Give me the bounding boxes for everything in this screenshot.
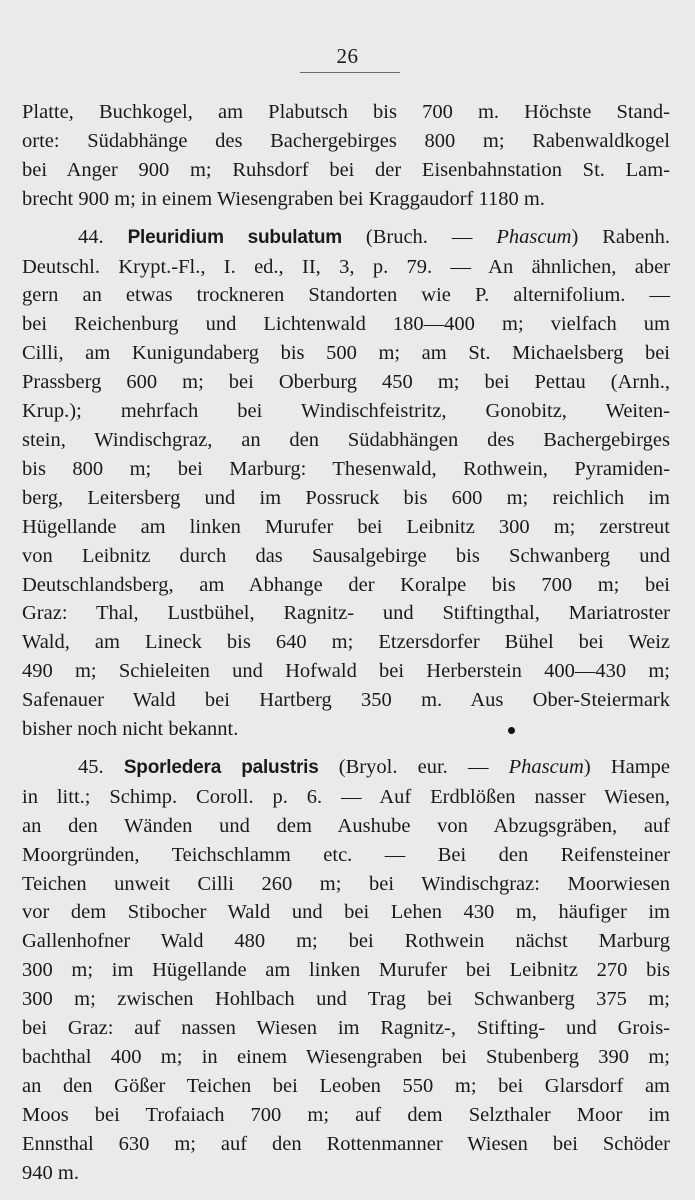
text-line: Cilli, am Kunigundaberg bis 500 m; am St. Michaelsberg bei [22, 342, 670, 365]
text-line: vor dem Stibocher Wald und bei Lehen 430 m, häufiger im [22, 901, 670, 924]
text-line: orte: Südabhänge des Bachergebirges 800 m; Rabenwaldkogel [22, 129, 670, 152]
text-line: an den Wänden und dem Aushube von Abzugsgräben, auf [22, 814, 670, 837]
citation-end: ) Hampe [583, 755, 671, 778]
text-line: Ennsthal 630 m; auf den Rottenmanner Wiesen bei Schöder [22, 1132, 670, 1155]
text-line: Moorgründen, Teichschlamm etc. — Bei den Reifensteiner [22, 843, 670, 866]
text-line: brecht 900 m; in einem Wiesengraben bei Kraggaudorf 1180 m. [22, 187, 545, 210]
text-line: Gallenhofner Wald 480 m; bei Rothwein nächst Marburg [22, 930, 670, 953]
entry-heading-line [22, 223, 670, 253]
citation-start: (Bruch. — [365, 225, 497, 248]
text-line: bei Anger 900 m; Ruhsdorf bei der Eisenbahnstation St. Lam- [22, 158, 670, 181]
synonym-genus: Phascum [496, 225, 572, 248]
text-line: berg, Leitersberg und im Possruck bis 600 m; reichlich im [22, 486, 670, 509]
citation-end: ) Rabenh. [571, 225, 671, 248]
text-line: an den Gößer Teichen bei Leoben 550 m; bei Glarsdorf am [22, 1074, 670, 1097]
page-number: 26 [336, 44, 359, 68]
text-line: Deutschl. Krypt.-Fl., I. ed., II, 3, p. 79. — An ähnlichen, aber [22, 255, 670, 278]
text-line: Platte, Buchkogel, am Plabutsch bis 700 m. Höchste Stand- [22, 101, 670, 123]
entry-number: 45. [78, 755, 104, 778]
text-line: 300 m; zwischen Hohlbach und Trag bei Schwanberg 375 m; [22, 988, 670, 1011]
text-line: Teichen unweit Cilli 260 m; bei Windischgraz: Moorwiesen [22, 872, 670, 895]
entry-45 [22, 753, 670, 1188]
text-line: bei Graz: auf nassen Wiesen im Ragnitz-, Stifting- und Grois- [22, 1017, 670, 1040]
text-line: gern an etwas trockneren Standorten wie P. alternifolium. — [22, 284, 670, 307]
text-line-final [22, 715, 670, 744]
text-line: 940 m. [22, 1161, 79, 1184]
text-line: Graz: Thal, Lustbühel, Ragnitz- und Stiftingthal, Mariatroster [22, 602, 670, 625]
printer-dot [508, 727, 515, 734]
text-line: in litt.; Schimp. Coroll. p. 6. — Auf Erdblößen nasser Wiesen, [22, 785, 670, 808]
text-line: 300 m; im Hügellande am linken Murufer bei Leibnitz 270 bis [22, 959, 670, 982]
text-line: Prassberg 600 m; bei Oberburg 450 m; bei Pettau (Arnh., [22, 371, 670, 394]
citation-start: (Bryol. eur. — [338, 755, 509, 778]
text-line: Krup.); mehrfach bei Windischfeistritz, Gonobitz, Weiten- [22, 400, 670, 423]
text-line: Wald, am Lineck bis 640 m; Etzersdorfer Bühel bei Weiz [22, 631, 670, 654]
header-rule [300, 72, 400, 73]
text-column [22, 98, 670, 1188]
entry-number: 44. [78, 225, 104, 248]
species-name: Sporledera palustris [123, 756, 319, 778]
text-line: Moos bei Trofaiach 700 m; auf dem Selzthaler Moor im [22, 1103, 670, 1126]
entry-44 [22, 223, 670, 744]
paragraph-continuation [22, 98, 670, 214]
text-line: 490 m; Schieleiten und Hofwald bei Herberstein 400—430 m; [22, 660, 670, 683]
text-line: Safenauer Wald bei Hartberg 350 m. Aus Ober-Steiermark [22, 689, 670, 712]
text-line: bis 800 m; bei Marburg: Thesenwald, Rothwein, Pyramiden- [22, 457, 670, 480]
text-line: Hügellande am linken Murufer bei Leibnitz 300 m; zerstreut [22, 515, 670, 538]
species-name: Pleuridium subulatum [127, 226, 342, 248]
text-line: stein, Windischgraz, an den Südabhängen des Bachergebirges [22, 428, 670, 451]
entry-heading-line [22, 753, 670, 783]
text-line: bei Reichenburg und Lichtenwald 180—400 m; vielfach um [22, 313, 670, 336]
text-line: bachthal 400 m; in einem Wiesengraben bei Stubenberg 390 m; [22, 1046, 670, 1068]
text-line: Deutschlandsberg, am Abhange der Koralpe bis 700 m; bei [22, 573, 670, 596]
text-line: von Leibnitz durch das Sausalgebirge bis Schwanberg und [22, 544, 670, 567]
text-line-final-text: bisher noch nicht bekannt. [22, 718, 239, 741]
synonym-genus: Phascum [508, 755, 584, 778]
